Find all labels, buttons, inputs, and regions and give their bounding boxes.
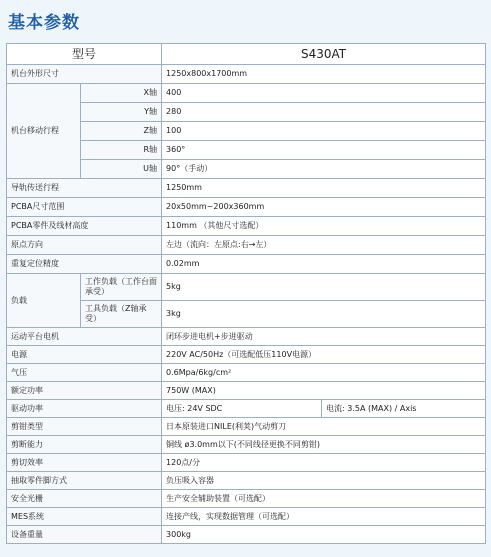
table-row (7, 364, 486, 382)
mes-value: 连接产线，实现数据管理（可选配） (162, 508, 486, 526)
motor-label: 运动平台电机 (7, 328, 162, 346)
pickup-label: 抽取零件脚方式 (7, 472, 162, 490)
power-label: 电源 (7, 346, 162, 364)
axis-x-value: 400 (162, 84, 486, 103)
scissor-type-label: 剪钳类型 (7, 418, 162, 436)
table-row (7, 198, 486, 217)
origin-label: 原点方向 (7, 236, 162, 255)
axis-x-label: X轴 (81, 84, 162, 103)
axis-r-label: R轴 (81, 141, 162, 160)
table-row (7, 217, 486, 236)
table-row (7, 436, 486, 454)
drive-voltage-value: 电压: 24V SDC (162, 400, 322, 418)
mes-label: MES系统 (7, 508, 162, 526)
axis-z-value: 100 (162, 122, 486, 141)
drive-current-value: 电流: 3.5A (MAX) / Axis (322, 400, 486, 418)
origin-value: 左边（流向：左原点:右→左） (162, 236, 486, 255)
header-model-value: S430AT (162, 44, 486, 65)
table-row (7, 346, 486, 364)
scissor-type-value: 日本原装进口NILE(利荚)气动剪刀 (162, 418, 486, 436)
dimensions-label: 机台外形尺寸 (7, 65, 162, 84)
table-row (7, 255, 486, 274)
rail-label: 导轨传送行程 (7, 179, 162, 198)
page-title: 基本参数 (8, 13, 80, 33)
spec-table (6, 43, 486, 544)
table-row (7, 472, 486, 490)
table-row (7, 490, 486, 508)
rated-power-label: 额定功率 (7, 382, 162, 400)
table-row (7, 382, 486, 400)
pcba-height-label: PCBA零件及线材高度 (7, 217, 162, 236)
drive-power-label: 驱动功率 (7, 400, 162, 418)
table-row (7, 84, 486, 103)
axis-z-label: Z轴 (81, 122, 162, 141)
header-model-label: 型号 (7, 44, 162, 65)
table-row (7, 328, 486, 346)
work-load-label: 工作负载（工作台面承受） (81, 274, 162, 301)
axis-u-value: 90°（手动） (162, 160, 486, 179)
pcba-height-value: 110mm （其他尺寸选配） (162, 217, 486, 236)
light-curtain-label: 安全光栅 (7, 490, 162, 508)
dimensions-value: 1250x800x1700mm (162, 65, 486, 84)
travel-label: 机台移动行程 (7, 84, 81, 179)
work-load-value: 5kg (162, 274, 486, 301)
table-header-row (7, 44, 486, 65)
power-value: 220V AC/50Hz（可选配低压110V电源） (162, 346, 486, 364)
axis-y-label: Y轴 (81, 103, 162, 122)
axis-u-label: U轴 (81, 160, 162, 179)
weight-value: 300kg (162, 526, 486, 544)
table-row (7, 526, 486, 544)
axis-r-value: 360° (162, 141, 486, 160)
light-curtain-value: 生产安全辅助装置（可选配） (162, 490, 486, 508)
air-value: 0.6Mpa/6kg/cm² (162, 364, 486, 382)
axis-y-value: 280 (162, 103, 486, 122)
cut-rate-value: 120点/分 (162, 454, 486, 472)
pcba-size-value: 20x50mm~200x360mm (162, 198, 486, 217)
table-row (7, 418, 486, 436)
table-row (7, 400, 486, 418)
tool-load-label: 工具负载（Z轴承受） (81, 301, 162, 328)
repeat-value: 0.02mm (162, 255, 486, 274)
weight-label: 设备重量 (7, 526, 162, 544)
cut-capacity-value: 铜线 ø3.0mm以下(不同线径更换不同剪钳) (162, 436, 486, 454)
tool-load-value: 3kg (162, 301, 486, 328)
cut-capacity-label: 剪断能力 (7, 436, 162, 454)
pcba-size-label: PCBA尺寸范围 (7, 198, 162, 217)
table-row (7, 274, 486, 301)
pickup-value: 负压吸入容器 (162, 472, 486, 490)
table-row (7, 508, 486, 526)
load-label: 负载 (7, 274, 81, 328)
repeat-label: 重复定位精度 (7, 255, 162, 274)
motor-value: 闭环步进电机+步进驱动 (162, 328, 486, 346)
table-row (7, 454, 486, 472)
table-row (7, 179, 486, 198)
table-row (7, 236, 486, 255)
table-row (7, 65, 486, 84)
rated-power-value: 750W (MAX) (162, 382, 486, 400)
air-label: 气压 (7, 364, 162, 382)
cut-rate-label: 剪切效率 (7, 454, 162, 472)
rail-value: 1250mm (162, 179, 486, 198)
